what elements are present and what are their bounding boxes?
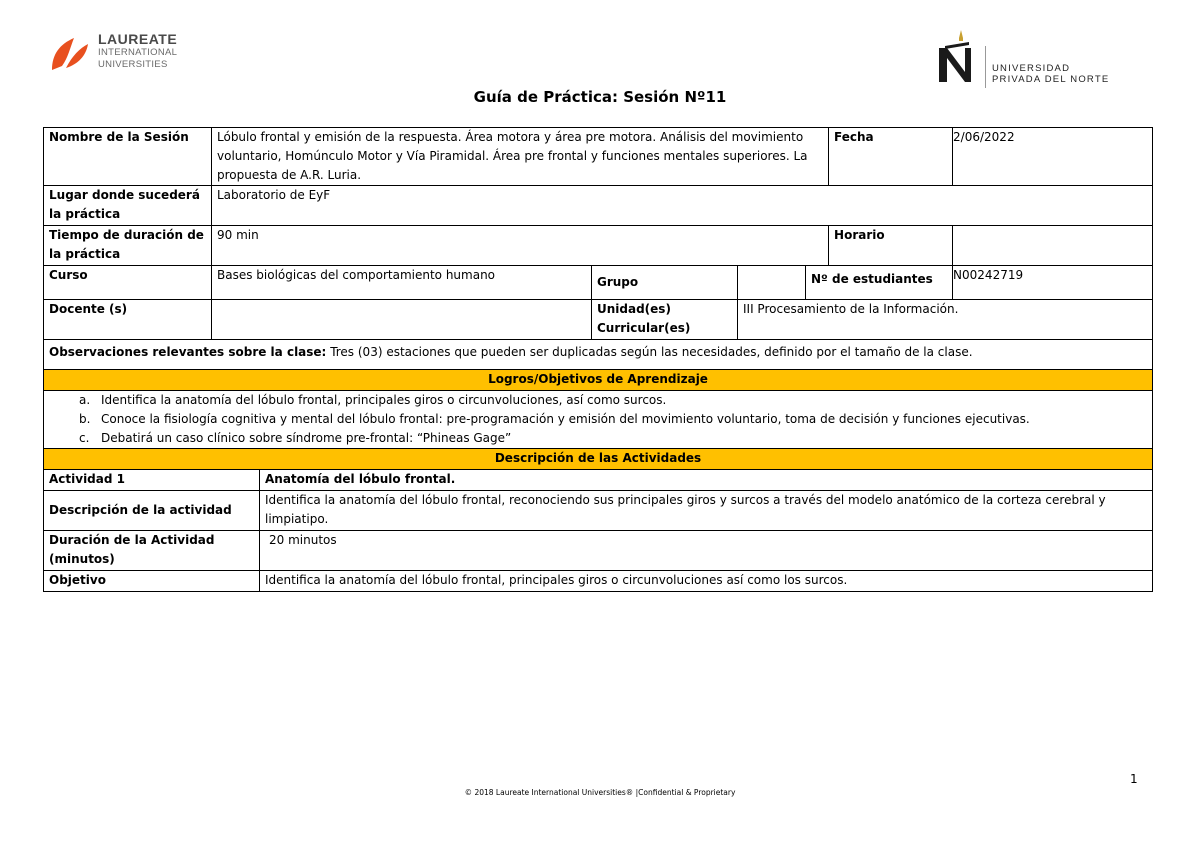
list-item bbox=[49, 410, 1147, 429]
horario-label: Horario bbox=[829, 226, 953, 266]
observaciones-label: Observaciones relevantes sobre la clase: bbox=[49, 345, 327, 359]
duracion-value: 20 minutos bbox=[260, 531, 1153, 571]
fecha-label: Fecha bbox=[829, 128, 953, 186]
grupo-value bbox=[738, 266, 806, 300]
lugar-label: Lugar donde sucederá la práctica bbox=[44, 186, 212, 226]
page-number: 1 bbox=[1130, 772, 1138, 786]
unidad-label: Unidad(es) Curricular(es) bbox=[592, 300, 738, 340]
actividad-value: Anatomía del lóbulo frontal. bbox=[260, 470, 1153, 491]
descripcion-value: Identifica la anatomía del lóbulo frontal, reconociendo sus principales giros y surcos a través del modelo anatómico de la corteza cerebral y limpiatipo. bbox=[260, 491, 1153, 531]
lugar-value: Laboratorio de EyF bbox=[212, 186, 1153, 226]
actividad-label: Actividad 1 bbox=[44, 470, 260, 491]
nombre-sesion-value: Lóbulo frontal y emisión de la respuesta. Área motora y área pre motora. Análisis del movimiento voluntario, Homúnculo Motor y Vía Piramidal. Área pre frontal y funciones mentales superiores. La propuesta de A.R. Luria. bbox=[212, 128, 829, 186]
list-marker: b. bbox=[79, 412, 91, 426]
actividades-heading: Descripción de las Actividades bbox=[44, 449, 1153, 470]
logros-heading: Logros/Objetivos de Aprendizaje bbox=[44, 370, 1153, 391]
list-text: Conoce la fisiología cognitiva y mental del lóbulo frontal: pre-programación y emisión del movimiento voluntario, toma de decisión y funciones ejecutivas. bbox=[101, 412, 1030, 426]
duracion-label: Duración de la Actividad (minutos) bbox=[44, 531, 260, 571]
estudiantes-value: N00242719 bbox=[953, 266, 1153, 300]
observaciones-value: Tres (03) estaciones que pueden ser duplicadas según las necesidades, definido por el tamaño de la clase. bbox=[330, 345, 973, 359]
document-title: Guía de Práctica: Sesión Nº11 bbox=[473, 88, 727, 106]
footer-copyright: © 2018 Laureate International Universities® |Confidential & Proprietary bbox=[464, 788, 736, 797]
upn-logo bbox=[935, 28, 1135, 88]
logros-list bbox=[44, 391, 1153, 449]
list-marker: a. bbox=[79, 393, 91, 407]
docente-label: Docente (s) bbox=[44, 300, 212, 340]
list-text: Identifica la anatomía del lóbulo frontal, principales giros o circunvoluciones, así como surcos. bbox=[101, 393, 667, 407]
activities-table bbox=[43, 469, 1153, 592]
laureate-logo-line3: UNIVERSITIES bbox=[98, 58, 168, 70]
laureate-leaf-icon bbox=[50, 34, 90, 72]
objetivo-label: Objetivo bbox=[44, 571, 260, 592]
fecha-value: 2/06/2022 bbox=[953, 128, 1153, 186]
grupo-label: Grupo bbox=[592, 266, 738, 300]
upn-logo-line1: UNIVERSIDAD bbox=[992, 63, 1071, 74]
upn-n-icon bbox=[935, 28, 979, 84]
upn-divider bbox=[985, 46, 986, 88]
list-marker: c. bbox=[79, 431, 90, 445]
observaciones-row bbox=[44, 340, 1153, 370]
objetivo-value: Identifica la anatomía del lóbulo frontal, principales giros o circunvoluciones así como los surcos. bbox=[260, 571, 1153, 592]
list-text: Debatirá un caso clínico sobre síndrome pre-frontal: “Phineas Gage” bbox=[101, 431, 512, 445]
session-info-table bbox=[43, 127, 1153, 470]
descripcion-label: Descripción de la actividad bbox=[44, 491, 260, 531]
curso-value: Bases biológicas del comportamiento humano bbox=[212, 266, 592, 300]
tiempo-label: Tiempo de duración de la práctica bbox=[44, 226, 212, 266]
nombre-sesion-label: Nombre de la Sesión bbox=[44, 128, 212, 186]
list-item bbox=[49, 429, 1147, 448]
laureate-logo bbox=[50, 30, 200, 78]
laureate-logo-line2: INTERNATIONAL bbox=[98, 47, 178, 58]
tiempo-value: 90 min bbox=[212, 226, 829, 266]
horario-value bbox=[953, 226, 1153, 266]
estudiantes-label: Nº de estudiantes bbox=[806, 266, 953, 300]
list-item bbox=[49, 391, 1147, 410]
unidad-value: III Procesamiento de la Información. bbox=[738, 300, 1153, 340]
curso-label: Curso bbox=[44, 266, 212, 300]
laureate-logo-line1: LAUREATE bbox=[98, 31, 178, 47]
upn-logo-line2: PRIVADA DEL NORTE bbox=[992, 73, 1110, 85]
docente-value bbox=[212, 300, 592, 340]
